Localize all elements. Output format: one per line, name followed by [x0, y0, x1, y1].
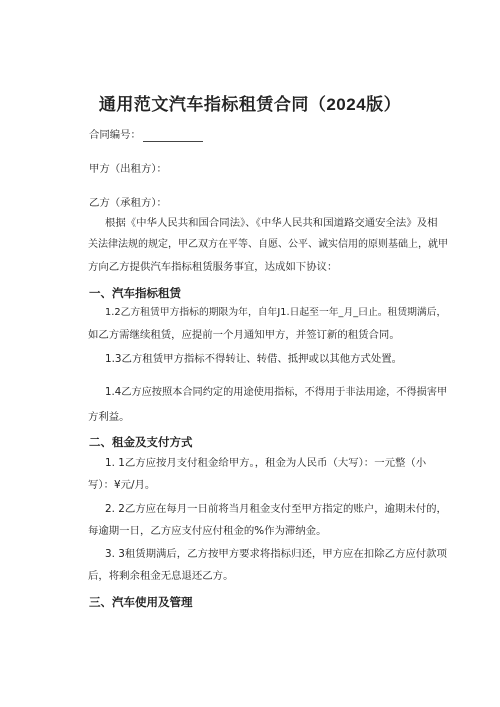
title-end: 版） — [366, 95, 402, 115]
title-year: 2024 — [326, 95, 367, 114]
section-1-heading: 一、汽车指标租赁 — [89, 286, 181, 300]
party-b-label: 乙方（承租方）： — [89, 197, 167, 209]
clause-1-3-line-1: 1.3乙方租赁甲方指标不得转让、转借、抵押或以其他方式处置。 — [105, 353, 403, 365]
clause-1-2-line-1: 1.2乙方租赁甲方指标的期限为年，自年J1.日起至一年_月_曰止。租赁期满后， — [105, 307, 447, 318]
document-title — [0, 90, 500, 115]
clause-2-1-line-2: 写）：¥元/月。 — [88, 479, 156, 491]
title-main: 通用范文汽车指标租赁合同（ — [98, 95, 327, 115]
party-a-label: 甲方（出租方）： — [89, 163, 167, 175]
clause-2-2-line-1: 2. 2乙方应在每月一日前将当月租金支付至甲方指定的账户，逾期未付的， — [105, 503, 447, 515]
contract-number-label: 合同编号： — [89, 129, 141, 141]
intro-line-3: 方向乙方提供汽车指标租赁服务事宜，达成如下协议： — [88, 261, 338, 273]
contract-number-blank — [143, 130, 203, 142]
clause-2-3-line-2: 后，将剩余租金无息退还乙方。 — [88, 570, 234, 582]
intro-line-1: 根据《中华人民共和国合同法》、《中华人民共和国道路交通安全法》及相 — [105, 217, 438, 229]
section-3-heading: 三、汽车使用及管理 — [89, 595, 193, 609]
clause-2-3-line-1: 3. 3租赁期满后，乙方按甲方要求将指标归还，甲方应在扣除乙方应付款项 — [105, 548, 447, 560]
clause-1-4-line-1: 1.4乙方应按照本合同约定的用途使用指标，不得用于非法用途，不得损害甲 — [105, 387, 448, 398]
clause-2-1-line-1: 1. 1乙方应按月支付租金给甲方。，租金为人民币（大写）：一元整（小 — [105, 457, 427, 469]
clause-1-4-line-2: 方利益。 — [88, 411, 130, 423]
clause-1-2-line-2: 如乙方需继续租赁，应提前一个月通知甲方，并签订新的租赁合同。 — [88, 329, 400, 341]
contract-number-field — [89, 128, 203, 142]
intro-line-2: 关法律法规的规定，甲乙双方在平等、自愿、公平、诚实信用的原则基础上，就甲 — [88, 239, 448, 250]
clause-2-2-line-2: 每逾期一日，乙方应支付应付租金的%作为滞纳金。 — [88, 525, 327, 537]
section-2-heading: 二、租金及支付方式 — [89, 435, 193, 449]
